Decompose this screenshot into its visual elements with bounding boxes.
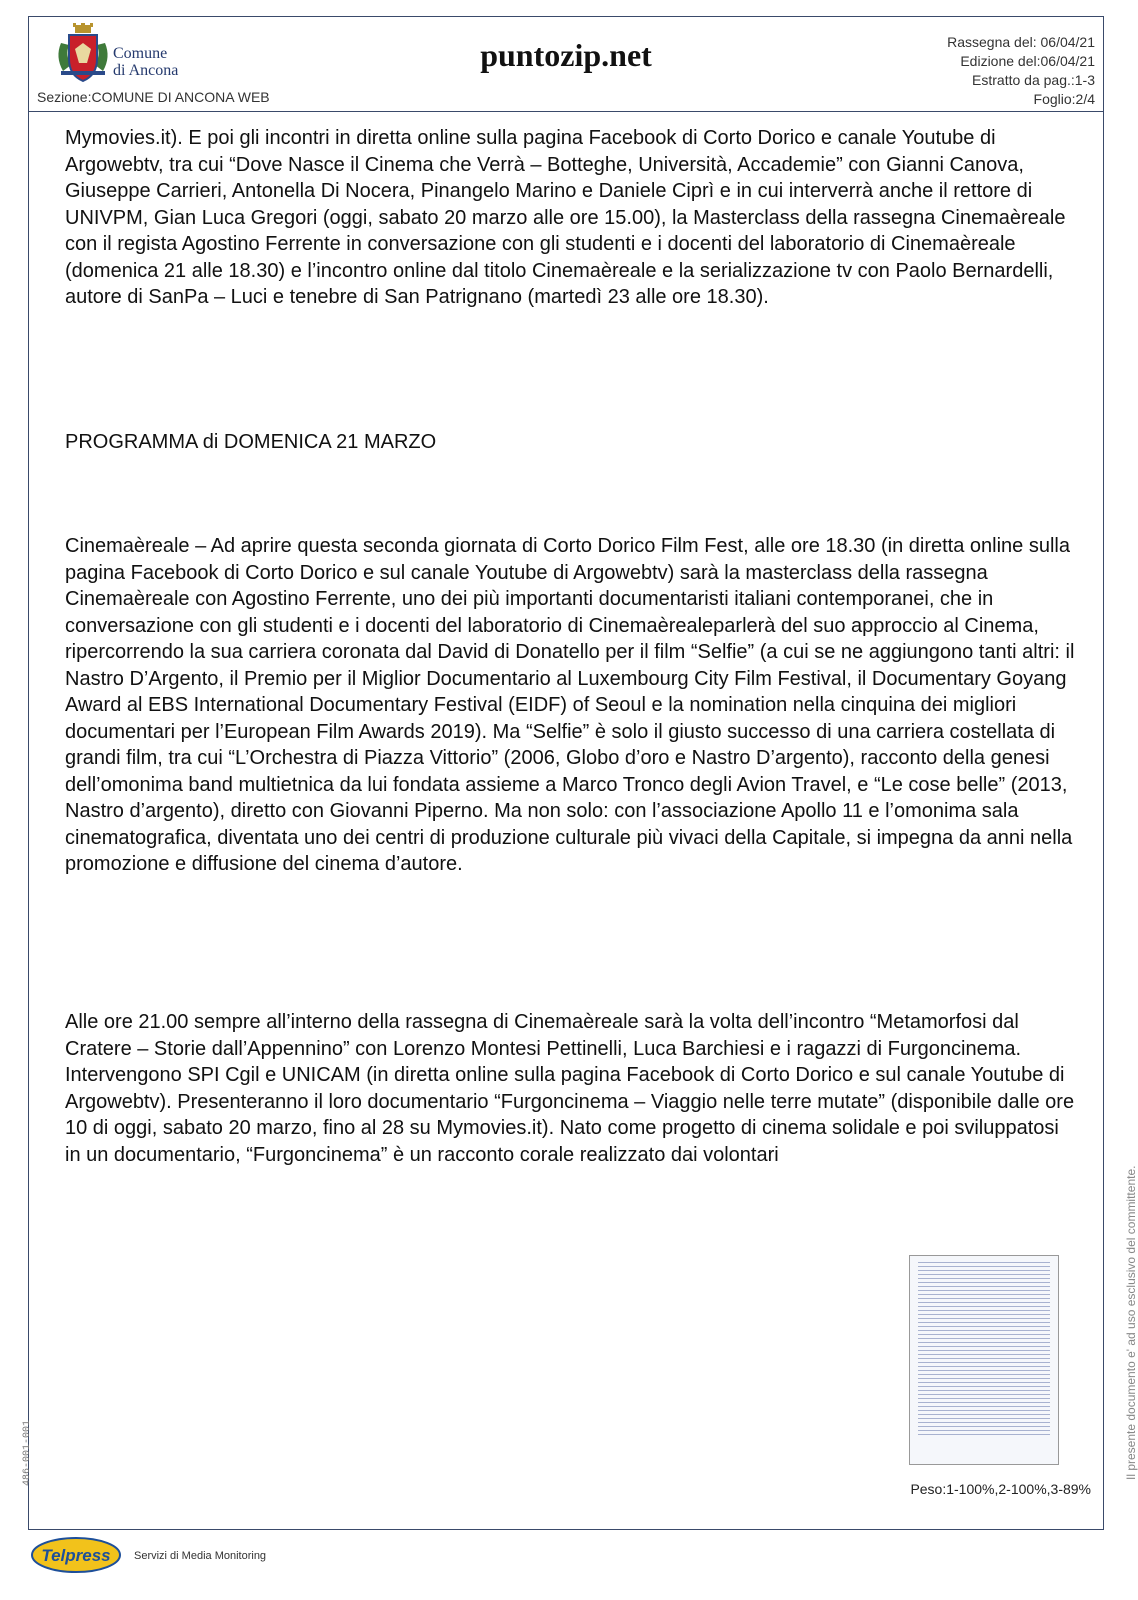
- rassegna-date: Rassegna del: 06/04/21: [947, 34, 1095, 50]
- site-title: puntozip.net: [480, 37, 652, 73]
- estratto-pages: Estratto da pag.:1-3: [972, 72, 1095, 88]
- telpress-logo: [30, 1535, 122, 1575]
- edizione-date: Edizione del:06/04/21: [960, 53, 1095, 69]
- thumbnail-text-lines: [918, 1262, 1050, 1437]
- peso-label: Peso:1-100%,2-100%,3-89%: [910, 1481, 1091, 1497]
- sezione-label: Sezione:COMUNE DI ANCONA WEB: [37, 89, 270, 105]
- comune-line1: Comune: [113, 45, 168, 62]
- comune-line2: di Ancona: [113, 62, 179, 79]
- foglio-number: Foglio:2/4: [1033, 91, 1095, 107]
- article-paragraph-3: Alle ore 21.00 sempre all’interno della rassegna di Cinemaèreale sarà la volta dell’incontro “Metamorfosi dal Cratere – Storie dall’Appennino” con Lorenzo Montesi Pettinelli, Luca Barchiesi e i ragazzi di Furgoncinema. Intervengono SPI Cgil e UNICAM (in diretta online sulla pagina Facebook di Corto Dorico e sul canale Youtube di Argowebtv). Presenteranno il loro documentario “Furgoncinema – Viaggio nelle terre mutate” (disponibile dalle ore 10 di oggi, sabato 20 marzo, fino al 28 su Mymovies.it). Nato come progetto di cinema solidale e poi sviluppatosi in un documentario, “Furgoncinema” è un racconto corale realizzato dai volontari: [65, 1011, 1075, 1166]
- clipping-header: [29, 17, 1103, 112]
- section-heading: PROGRAMMA di DOMENICA 21 MARZO: [65, 431, 437, 453]
- clipping-meta: [947, 33, 1095, 109]
- page-frame: [28, 16, 1104, 1530]
- page-thumbnail: [909, 1255, 1059, 1465]
- article-paragraph-2: Cinemaèreale – Ad aprire questa seconda giornata di Corto Dorico Film Fest, alle ore 18.30 (in diretta online sulla pagina Facebook di Corto Dorico e sul canale Youtube di Argowebtv) sarà la masterclass della rassegna Cinemaèreale con Agostino Ferrente, uno dei più importanti documentaristi italiani contemporanei, che in conversazione con gli studenti e i docenti del laboratorio di Cinemaèrealeparlerà del suo approccio al Cinema, ripercorrendo la sua carriera coronata dal David di Donatello per il film “Selfie” (a cui se ne aggiungono tanti altri: il Nastro D’Argento, il Premio per il Miglior Documentario al Luxembourg City Film Festival, il Documentary Goyang Award al EBS International Documentary Festival (EIDF) of Seoul e la nomination nella cinquina dei migliori documentari per l’European Film Awards 2019). Ma “Selfie” è solo il giusto successo di una carriera costellata di grandi film, tra cui “L’Orchestra di Piazza Vittorio” (2006, Globo d’oro e Nastro D’argento), racconto della genesi dell’omonima band multietnica da lui fondata assieme a Marco Tronco degli Avion Travel, e “Le cose belle” (2013, Nastro d’argento), diretto con Giovanni Piperno. Ma non solo: con l’associazione Apollo 11 e l’omonima sala cinematografica, diventata uno dei centri di produzione culturale più vivaci della Capitale, si impegna da anni nella promozione e diffusione del cinema d’autore.: [65, 535, 1075, 875]
- telpress-wordmark: Telpress: [41, 1546, 111, 1565]
- telpress-tagline: Servizi di Media Monitoring: [134, 1550, 267, 1562]
- document-code: 486-001-001: [22, 1419, 33, 1486]
- usage-disclaimer: Il presente documento e' ad uso esclusivo del committente.: [1124, 1165, 1138, 1480]
- article-paragraph-1: Mymovies.it). E poi gli incontri in diretta online sulla pagina Facebook di Corto Dorico e canale Youtube di Argowebtv, tra cui “Dove Nasce il Cinema che Verrà – Botteghe, Università, Accademie” con Gianni Canova, Giuseppe Carrieri, Antonella Di Nocera, Pinangelo Marino e Daniele Ciprì e in cui interverrà anche il rettore di UNIVPM, Gian Luca Gregori (oggi, sabato 20 marzo alle ore 15.00), la Masterclass della rassegna Cinemaèreale con il regista Agostino Ferrente in conversazione con gli studenti e i docenti del laboratorio di Cinemaèreale (domenica 21 alle 18.30) e l’incontro online dal titolo Cinemaèreale e la serializzazione tv con Paolo Bernardelli, autore di SanPa – Luci e tenebre di San Patrignano (martedì 23 alle ore 18.30).: [65, 127, 1066, 308]
